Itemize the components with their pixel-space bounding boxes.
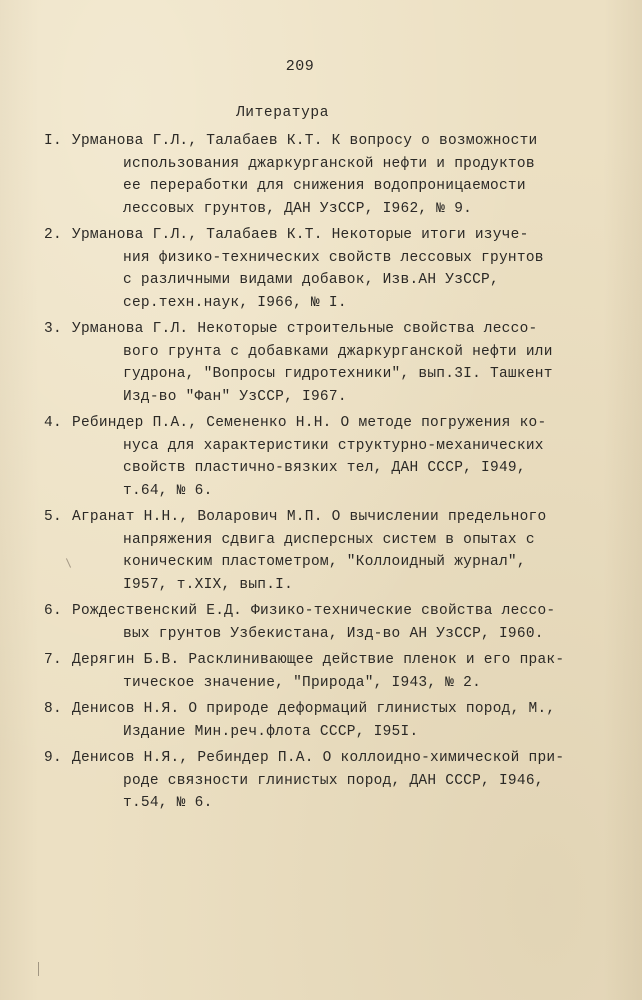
reference-line: коническим пластометром, "Коллоидный журнал", (123, 554, 526, 570)
reference-item (44, 318, 604, 408)
reference-line: Рождественский Е.Д. Физико-технические свойства лессо- (72, 603, 556, 619)
reference-item (44, 698, 604, 743)
reference-line: сер.техн.наук, I966, № I. (123, 294, 347, 311)
reference-number: 2. (44, 227, 63, 243)
reference-line: лессовых грунтов, ДАН УзССР, I962, № 9. (123, 200, 473, 217)
reference-line: гудрона, "Вопросы гидротехники", вып.3I. Ташкент (123, 366, 553, 382)
reference-line: напряжения сдвига дисперсных систем в опытах с (123, 531, 535, 548)
reference-line: Изд-во "Фан" УзССР, I967. (123, 388, 347, 405)
reference-item (44, 747, 604, 815)
reference-line: вого грунта с добавками джаркурганской нефти или (123, 343, 553, 360)
reference-line: Урманова Г.Л., Талабаев К.Т. Некоторые итоги изуче- (72, 227, 529, 243)
reference-number: 8. (44, 701, 63, 717)
reference-line: тическое значение, "Природа", I943, № 2. (123, 674, 482, 691)
reference-line: вых грунтов Узбекистана, Изд-во АН УзССР, I960. (123, 625, 544, 642)
reference-line: свойств пластично-вязких тел, ДАН СССР, I949, (123, 460, 526, 476)
reference-number: I. (44, 133, 63, 149)
reference-line: т.54, № 6. (123, 795, 213, 811)
reference-number: 3. (44, 321, 63, 337)
reference-line: Денисов Н.Я. О природе деформаций глинистых пород, М., (72, 701, 556, 717)
section-title: Литература (236, 105, 330, 121)
reference-list (44, 130, 604, 819)
reference-item (44, 412, 604, 502)
reference-line: с различными видами добавок, Изв.АН УзССР, (123, 272, 499, 288)
reference-item (44, 600, 604, 645)
reference-line: нуса для характеристики структурно-механических (123, 437, 544, 454)
reference-number: 4. (44, 415, 63, 431)
reference-number: 6. (44, 603, 63, 619)
paper-mark (38, 962, 39, 976)
reference-line: Издание Мин.реч.флота СССР, I95I. (123, 723, 419, 740)
reference-line: роде связности глинистых пород, ДАН СССР, I946, (123, 772, 544, 789)
reference-line: Ребиндер П.А., Семененко Н.Н. О методе погружения ко- (72, 415, 547, 431)
reference-line: использования джаркурганской нефти и продуктов (123, 155, 535, 172)
reference-line: ния физико-технических свойств лессовых грунтов (123, 249, 544, 266)
reference-line: Урманова Г.Л., Талабаев К.Т. К вопросу о возможности (72, 133, 538, 149)
reference-line: Денисов Н.Я., Ребиндер П.А. О коллоидно-химической при- (72, 750, 565, 766)
reference-item (44, 506, 604, 596)
reference-line: т.64, № 6. (123, 482, 213, 499)
reference-number: 9. (44, 750, 63, 766)
reference-line: Агранат Н.Н., Воларович М.П. О вычислении предельного (72, 509, 547, 525)
reference-line: Дерягин Б.В. Расклинивающее действие пленок и его прак- (72, 652, 565, 668)
page-number: 209 (285, 58, 315, 75)
reference-number: 7. (44, 652, 63, 668)
reference-number: 5. (44, 509, 63, 525)
reference-line: ее переработки для снижения водопроницаемости (123, 178, 526, 194)
reference-line: I957, т.XIX, вып.I. (123, 576, 294, 593)
reference-item (44, 224, 604, 314)
reference-item (44, 130, 604, 220)
reference-line: Урманова Г.Л. Некоторые строительные свойства лессо- (72, 321, 538, 337)
reference-item (44, 649, 604, 694)
